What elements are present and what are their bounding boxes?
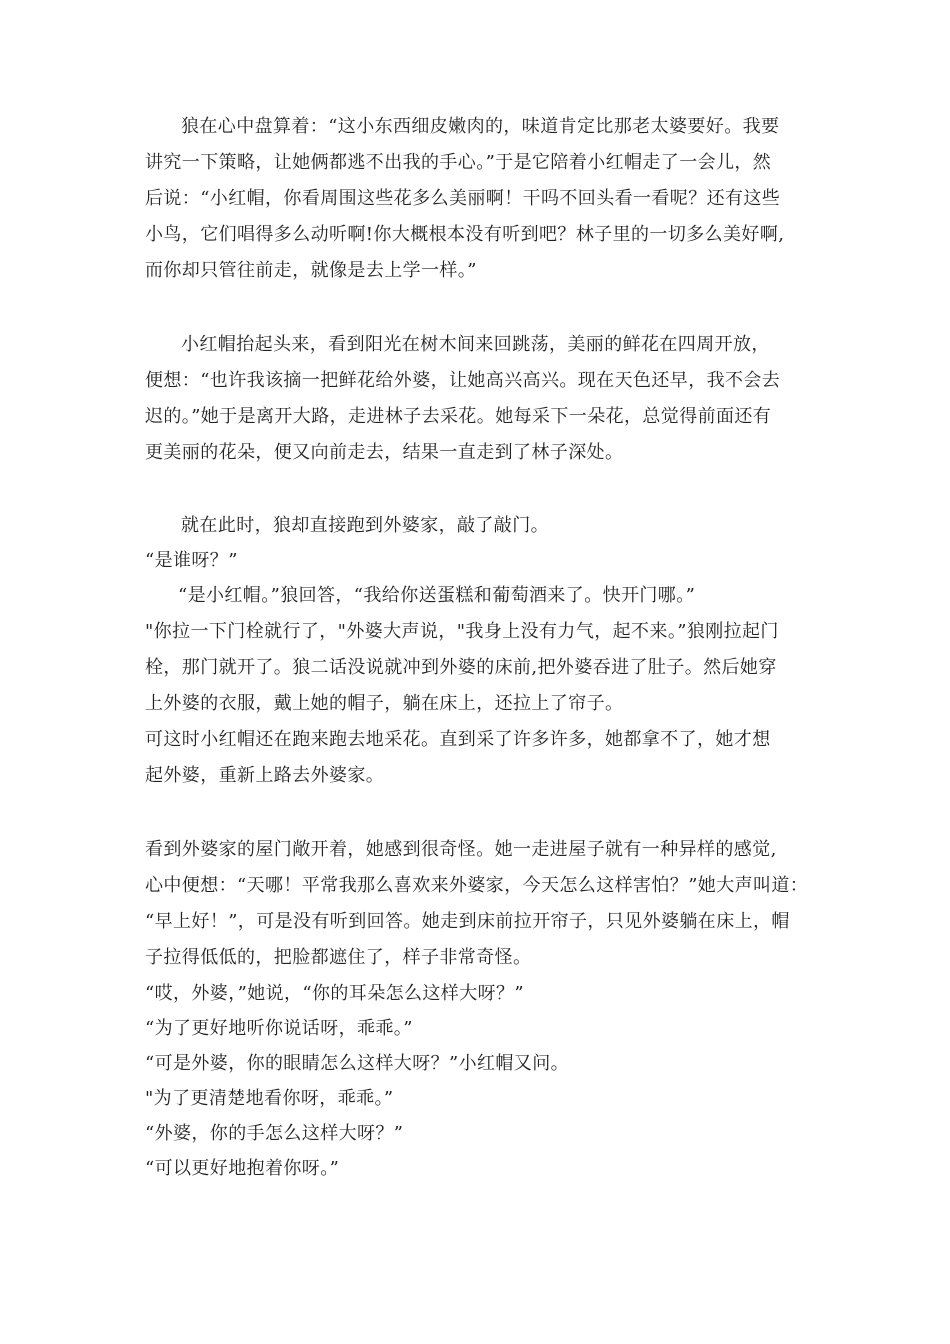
- paragraph-2-line-1: 小红帽抬起头来，看到阳光在树木间来回跳荡，美丽的鲜花在四周开放，: [181, 334, 770, 355]
- paragraph-1-line-4: 小鸟，它们唱得多么动听啊!你大概根本没有听到吧？林子里的一切多么美好啊,: [145, 224, 785, 245]
- paragraph-3-line-8: 起外婆，重新上路去外婆家。: [145, 765, 385, 786]
- paragraph-4-line-9: “外婆，你的手怎么这样大呀？”: [145, 1123, 404, 1144]
- paragraph-3-line-2: “是谁呀？”: [145, 550, 238, 571]
- paragraph-3-line-7: 可这时小红帽还在跑来跑去地采花。直到采了许多许多，她都拿不了，她才想: [145, 729, 771, 750]
- paragraph-2-line-3: 迟的。”她于是离开大路，走进林子去采花。她每采下一朵花，总觉得前面还有: [145, 406, 772, 427]
- paragraph-4-line-8: "为了更清楚地看你呀，乖乖。”: [145, 1088, 394, 1109]
- paragraph-1-line-3: 后说：“小红帽，你看周围这些花多么美丽啊！干吗不回头看一看呢？还有这些: [145, 188, 781, 209]
- paragraph-2-line-4: 更美丽的花朵，便又向前走去，结果一直走到了林子深处。: [145, 442, 624, 463]
- paragraph-3-line-5: 栓，那门就开了。狼二话没说就冲到外婆的床前,把外婆吞进了肚子。然后她穿: [145, 657, 777, 678]
- paragraph-3-line-4: "你拉一下门栓就行了，"外婆大声说，"我身上没有力气，起不来。”狼刚拉起门: [145, 621, 779, 642]
- paragraph-3-line-1: 就在此时，狼却直接跑到外婆家，敲了敲门。: [181, 515, 549, 536]
- paragraph-1-line-5: 而你却只管往前走，就像是去上学一样。”: [145, 260, 477, 281]
- paragraph-4-line-3: “早上好！”，可是没有听到回答。她走到床前拉开帘子，只见外婆躺在床上，帽: [145, 911, 790, 932]
- paragraph-1-line-1: 狼在心中盘算着：“这小东西细皮嫩肉的，味道肯定比那老太婆要好。我要: [181, 116, 780, 137]
- paragraph-1-line-2: 讲究一下策略，让她俩都逃不出我的手心。”于是它陪着小红帽走了一会儿，然: [145, 152, 772, 173]
- paragraph-3-line-6: 上外婆的衣服，戴上她的帽子，躺在床上，还拉上了帘子。: [145, 693, 624, 714]
- paragraph-4-line-5: “哎，外婆，”她说，“你的耳朵怎么这样大呀？”: [145, 983, 525, 1004]
- paragraph-2-line-2: 便想：“也许我该摘一把鲜花给外婆，让她高兴高兴。现在天色还早，我不会去: [145, 370, 781, 391]
- paragraph-4-line-6: “为了更好地听你说话呀，乖乖。”: [145, 1018, 413, 1039]
- paragraph-4-line-10: “可以更好地抱着你呀。”: [145, 1158, 340, 1179]
- paragraph-3-line-3: “是小红帽。”狼回答，“我给你送蛋糕和葡萄酒来了。快开门哪。”: [178, 585, 696, 606]
- paragraph-4-line-1: 看到外婆家的屋门敞开着，她感到很奇怪。她一走进屋子就有一种异样的感觉,: [145, 839, 777, 860]
- paragraph-4-line-7: “可是外婆，你的眼睛怎么这样大呀？”小红帽又问。: [145, 1053, 570, 1074]
- paragraph-4-line-4: 子拉得低低的，把脸都遮住了，样子非常奇怪。: [145, 947, 532, 968]
- paragraph-4-line-2: 心中便想：“天哪！平常我那么喜欢来外婆家，今天怎么这样害怕？”她大声叫道：: [145, 875, 809, 896]
